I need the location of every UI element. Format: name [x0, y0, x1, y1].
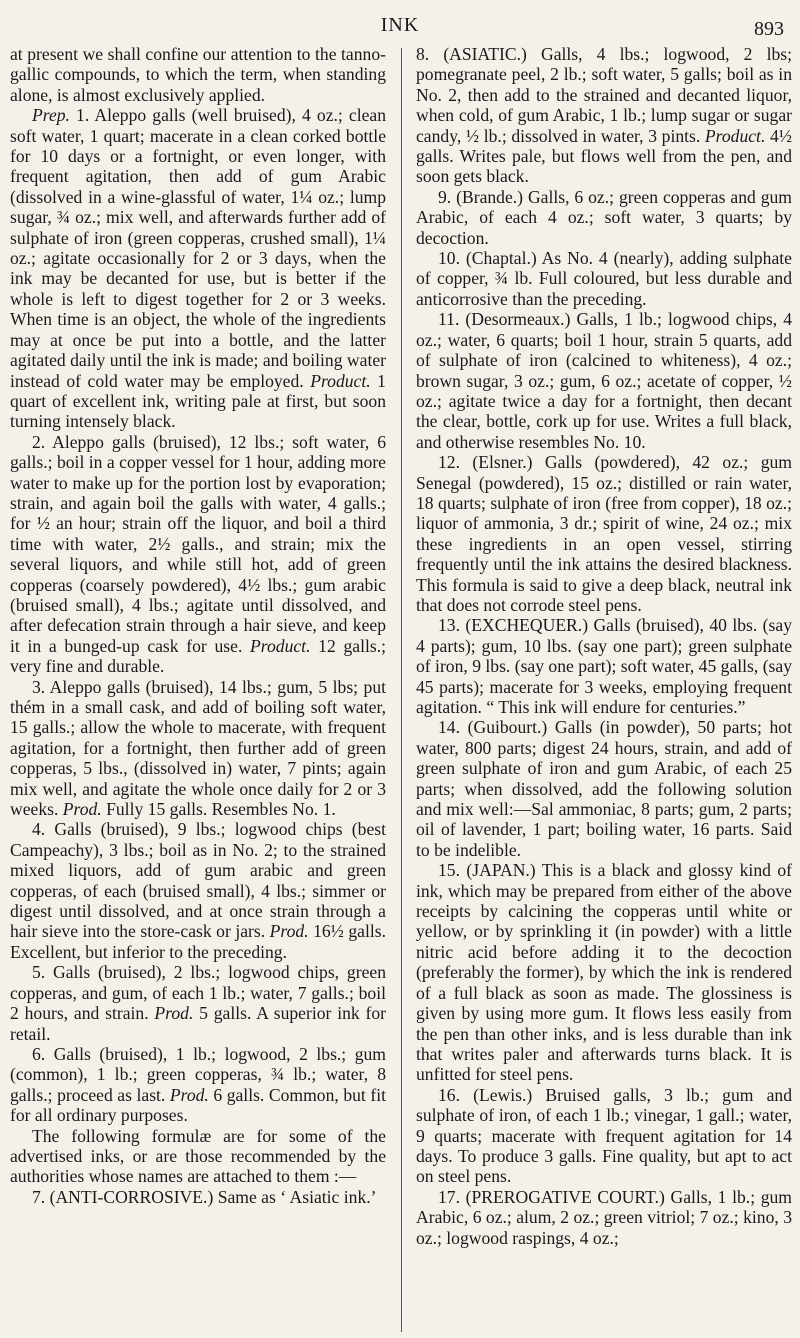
paragraph [416, 1187, 792, 1248]
paragraph [416, 248, 792, 309]
paragraph-text: Fully 15 galls. Resembles No. 1. [101, 799, 336, 820]
italic-term: Prod. [154, 1003, 194, 1024]
paragraph-text: 4. Galls (bruised), 9 lbs.; logwood chips (best Campeachy), 3 lbs.; boil as in No. 2; to the strained mixed liquors, add of gum arabic and green copperas, of each (bruised small), 4 lbs.; simmer or digest until dissolved, and at once strain through a hair sieve into the store-cask or jars. [10, 819, 386, 942]
text-columns [10, 44, 792, 1332]
paragraph-text: 1. Aleppo galls (well bruised), 4 oz.; clean soft water, 1 quart; macerate in a clean corked bottle for 10 days or a fortnight, or even longer, with frequent agitation, then add of gum Arabic (dissolved in a wine-glassful of water, 1¼ oz.; lump sugar, ¾ oz.; mix well, and afterwards further add of sulphate of iron (green copperas, crushed small), 1¼ oz.; agitate occasionally for 2 or 3 days, when the ink may be decanted for use, but is better if the whole is left to digest together for 2 or 3 weeks. When time is an object, the whole of the ingredients may at once be put into a bottle, and the latter agitated daily until the ink is made; and boiling water instead of cold water may be employed. [10, 105, 386, 391]
paragraph [10, 1187, 386, 1207]
paragraph [416, 717, 792, 860]
paragraph [416, 615, 792, 717]
paragraph-text: 5 galls. A superior ink for retail. [10, 1003, 386, 1044]
paragraph [10, 1044, 386, 1126]
paragraph-text: 4½ galls. Writes pale, but flows well from the pen, and soon gets black. [416, 125, 792, 187]
paragraph-text: 2. Aleppo galls (bruised), 12 lbs.; soft water, 6 galls.; boil in a copper vessel for 1 hour, adding more water to make up for the portion lost by evaporation; strain, and again boil the galls with water, 4 galls.; for ½ an hour; strain off the liquor, and boil a third time with water, 2½ galls., and strain; mix the several liquors, and while still hot, add of green copperas (coarsely powdered), 4½ lbs.; gum arabic (bruised small), 4 lbs.; agitate until dissolved, and after defecation strain through a hair sieve, and keep it in a bunged-up cask for use. [10, 431, 386, 656]
paragraph [10, 962, 386, 1044]
paragraph [10, 677, 386, 820]
paragraph-text: 14. (Guibourt.) Galls (in powder), 50 parts; hot water, 800 parts; digest 24 hours, strain, and add of green sulphate of iron and gum Arabic, of each 25 parts; when dissolved, add the following solution and mix well:—Sal ammoniac, 8 parts; gum, 2 parts; oil of lavender, 1 part; boiling water, 16 parts. Said to be indelible. [416, 717, 792, 860]
paragraph-text: 6 galls. Common, but fit for all ordinary purposes. [10, 1084, 386, 1126]
paragraph-text: The following formulæ are for some of the advertised inks, or are those recommended by the authorities whose names are attached to them :— [10, 1125, 386, 1187]
paragraph-text: 16½ galls. Excellent, but inferior to the preceding. [10, 921, 386, 962]
left-column [10, 44, 386, 1332]
paragraph [416, 187, 792, 248]
paragraph-text: 3. Aleppo galls (bruised), 14 lbs.; gum, 5 lbs; put thém in a small cask, and add of boiling soft water, 15 galls.; allow the whole to macerate, with frequent agitation, for a fortnight, then further add of green copperas, 5 lbs., (dissolved in) water, 7 pints; again mix well, and agitate the whole once daily for 2 or 3 weeks. [10, 676, 386, 820]
paragraph [416, 1085, 792, 1187]
column-divider [401, 48, 402, 1332]
paragraph-text: 6. Galls (bruised), 1 lb.; logwood, 2 lbs.; gum (common), 1 lb.; green copperas, ¾ lb.; water, 8 galls.; proceed as last. [10, 1043, 386, 1105]
paragraph-text: 7. (ANTI-CORROSIVE.) Same as ‘ Asiatic ink.’ [32, 1186, 377, 1207]
paragraph-text: 1 quart of excellent ink, writing pale at first, but soon turning intensely black. [10, 370, 386, 432]
paragraph-text: 12 galls.; very fine and durable. [10, 635, 386, 677]
paragraph [10, 1126, 386, 1187]
running-title: INK [380, 14, 420, 36]
paragraph-text: 5. Galls (bruised), 2 lbs.; logwood chips, green copperas, and gum, of each 1 lb.; water, 7 galls.; boil 2 hours, and strain. [10, 962, 386, 1024]
paragraph [10, 819, 386, 962]
paragraph-text: 17. (PREROGATIVE COURT.) Galls, 1 lb.; gum Arabic, 6 oz.; alum, 2 oz.; green vitriol; 7 oz.; kino, 3 oz.; logwood raspings, 4 oz.; [416, 1186, 792, 1248]
page-number: 893 [754, 18, 784, 40]
paragraph-text: at present we shall confine our attention to the tanno-gallic compounds, to which the term, when standing alone, is almost exclusively applied. [10, 44, 386, 105]
paragraph-text: 13. (EXCHEQUER.) Galls (bruised), 40 lbs. (say 4 parts); gum, 10 lbs. (say one part); green sulphate of iron, 9 lbs. (say one part); soft water, 45 galls, (say 45 parts); macerate for 3 weeks, employing frequent agitation. “ This ink will endure for centuries.” [416, 615, 792, 717]
italic-term: Product. [704, 125, 766, 146]
page-header [0, 14, 800, 42]
italic-term: Product. [310, 370, 371, 391]
paragraph [416, 309, 792, 452]
paragraph-text: 10. (Chaptal.) As No. 4 (nearly), adding sulphate of copper, ¾ lb. Full coloured, but less durable and anticorrosive than the preceding. [416, 248, 792, 309]
paragraph-text: 12. (Elsner.) Galls (powdered), 42 oz.; gum Senegal (powdered), 15 oz.; distilled or rain water, 18 quarts; sulphate of iron (free from copper), 18 oz.; liquor of ammonia, 3 dr.; spirit of wine, 24 oz.; mix these ingredients in an open vessel, stirring frequently until the ink attains the desired blackness. This formula is said to give a deep black, neutral ink that does not corrode steel pens. [416, 452, 792, 615]
paragraph-text: 15. (JAPAN.) This is a black and glossy kind of ink, which may be prepared from either of the above receipts by calcining the copperas until white or yellow, or by sprinkling it (in powder) with a little nitric acid before adding it to the decoction (preferably the former), by which the ink is rendered of a full black as soon as made. The glossiness is given by using more gum. It flows less easily from the pen than other inks, and is less durable than ink that writes paler and afterwards turns black. It is unfitted for steel pens. [416, 860, 792, 1085]
paragraph [10, 432, 386, 677]
paragraph-text: 16. (Lewis.) Bruised galls, 3 lb.; gum and sulphate of iron, of each 1 lb.; vinegar, 1 gall.; water, 9 quarts; macerate with frequent agitation for 14 days. To produce 3 galls. Fine quality, but apt to act on steel pens. [416, 1084, 792, 1187]
italic-term: Prod. [62, 799, 102, 820]
right-column [416, 44, 792, 1332]
paragraph-text: 8. (ASIATIC.) Galls, 4 lbs.; logwood, 2 lbs; pomegranate peel, 2 lb.; soft water, 5 galls; boil as in No. 2, then add to the strained and decanted liquor, when cold, of gum Arabic, 1 lb.; lump sugar or sugar candy, ½ lb.; dissolved in water, 3 pints. [416, 44, 792, 146]
paragraph [10, 44, 386, 105]
paragraph-text: 11. (Desormeaux.) Galls, 1 lb.; logwood chips, 4 oz.; water, 6 quarts; boil 1 hour, strain 5 quarts, add of sulphate of iron (calcined to whiteness), 4 oz.; brown sugar, 3 oz.; gum, 6 oz.; acetate of copper, ½ oz.; agitate twice a day for a fortnight, then decant the clear, bottle, cork up for use. Writes a full black, and otherwise resembles No. 10. [416, 309, 792, 452]
paragraph [416, 44, 792, 187]
paragraph [10, 105, 386, 432]
paragraph-text: 9. (Brande.) Galls, 6 oz.; green copperas and gum Arabic, of each 4 oz.; soft water, 3 quarts; by decoction. [416, 186, 792, 248]
italic-term: Prep. [32, 105, 70, 126]
italic-term: Prod. [169, 1084, 209, 1105]
paragraph [416, 860, 792, 1084]
italic-term: Product. [250, 635, 311, 656]
italic-term: Prod. [269, 921, 309, 942]
paragraph [416, 452, 792, 615]
